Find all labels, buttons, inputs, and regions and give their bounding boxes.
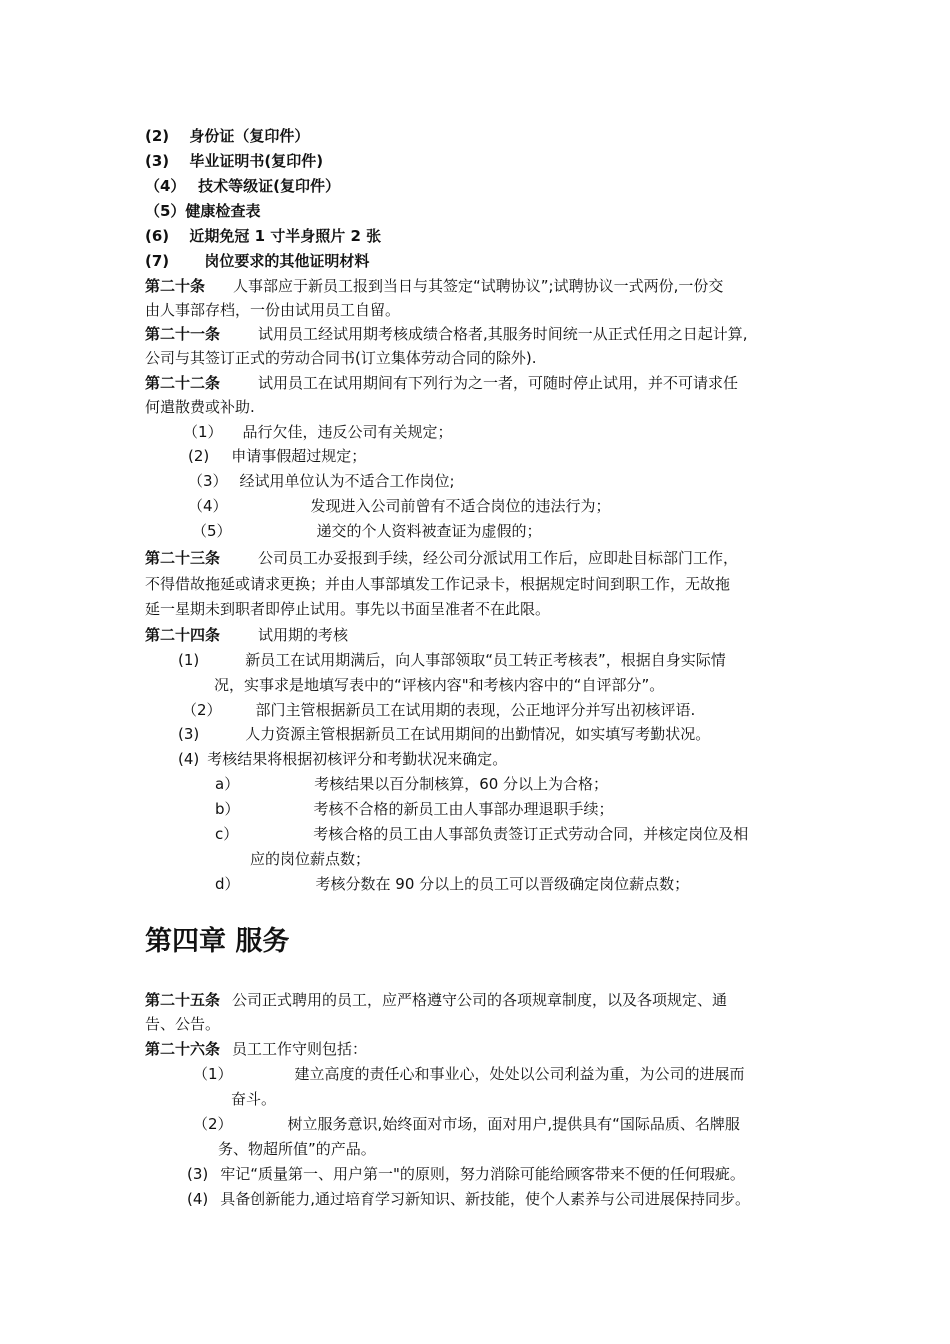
article-25-cont: 告、公告。 bbox=[145, 1015, 221, 1033]
article-label: 第二十二条 bbox=[145, 374, 221, 392]
article-21-cont: 公司与其签订正式的劳动合同书(订立集体劳动合同的除外). bbox=[145, 349, 537, 367]
list-item-cont: 奋斗。 bbox=[231, 1090, 277, 1108]
list-item bbox=[178, 747, 507, 771]
list-text: 递交的个人资料被查证为虚假的； bbox=[316, 522, 542, 540]
sub-text: 考核合格的员工由人事部负责签订正式劳动合同，并核定岗位及相 bbox=[313, 825, 749, 843]
article-text: 试用员工经试用期考核成绩合格者,其服务时间统一从正式任用之日起计算, bbox=[258, 325, 748, 343]
list-item bbox=[193, 1112, 740, 1136]
list-item-cont: 况，实事求是地填写表中的“评核内容"和考核内容中的“自评部分”。 bbox=[214, 676, 665, 694]
list-number: (3) bbox=[178, 725, 200, 743]
list-number: (2) bbox=[188, 447, 210, 465]
article-label: 第二十五条 bbox=[145, 991, 221, 1009]
list-number: (1) bbox=[178, 651, 200, 669]
doc-item-6: (6) 近期免冠 1 寸半身照片 2 张 bbox=[145, 227, 382, 245]
list-text: 申请事假超过规定； bbox=[231, 447, 367, 465]
list-text: 经试用单位认为不适合工作岗位; bbox=[239, 472, 455, 490]
list-number: (4) bbox=[178, 750, 200, 768]
sub-item bbox=[215, 797, 614, 821]
article-label: 第二十三条 bbox=[145, 549, 221, 567]
sub-item-cont: 应的岗位薪点数； bbox=[250, 850, 371, 868]
list-item bbox=[183, 420, 453, 444]
list-item bbox=[188, 494, 611, 518]
list-text: 牢记“质量第一、用户第一"的原则，努力消除可能给顾客带来不便的任何瑕疵。 bbox=[220, 1165, 745, 1183]
article-label: 第二十四条 bbox=[145, 626, 221, 644]
doc-item-5: （5）健康检查表 bbox=[145, 202, 261, 220]
article-label: 第二十六条 bbox=[145, 1040, 221, 1058]
article-23-cont: 延一星期未到职者即停止试用。事先以书面呈准者不在此限。 bbox=[145, 600, 551, 618]
list-text: 人力资源主管根据新员工在试用期间的出勤情况，如实填写考勤状况。 bbox=[245, 725, 711, 743]
chapter-heading: 第四章 服务 bbox=[145, 926, 290, 957]
doc-item-3: (3) 毕业证明书(复印件) bbox=[145, 152, 324, 170]
article-text: 公司员工办妥报到手续，经公司分派试用工作后，应即赴目标部门工作， bbox=[258, 549, 739, 567]
article-20 bbox=[145, 274, 723, 298]
list-number: （1） bbox=[193, 1065, 233, 1083]
list-text: 树立服务意识,始终面对市场，面对用户,提供具有“国际品质、名牌服 bbox=[287, 1115, 740, 1133]
article-label: 第二十条 bbox=[145, 277, 206, 295]
sub-letter: b） bbox=[215, 800, 240, 818]
list-item-cont: 务、物超所值”的产品。 bbox=[218, 1140, 376, 1158]
article-label: 第二十一条 bbox=[145, 325, 221, 343]
list-text: 部门主管根据新员工在试用期的表现，公正地评分并写出初核评语. bbox=[255, 701, 696, 719]
article-text: 员工工作守则包括： bbox=[232, 1040, 368, 1058]
list-text: 发现进入公司前曾有不适合岗位的违法行为； bbox=[310, 497, 611, 515]
article-text: 人事部应于新员工报到当日与其签定“试聘协议”;试聘协议一式两份,一份交 bbox=[233, 277, 724, 295]
article-24 bbox=[145, 623, 348, 647]
sub-letter: a） bbox=[215, 775, 240, 793]
list-text: 具备创新能力,通过培育学习新知识、新技能，使个人素养与公司进展保持同步。 bbox=[220, 1190, 751, 1208]
article-20-cont: 由人事部存档，一份由试用员工自留。 bbox=[145, 301, 401, 319]
article-22-cont: 何遣散费或补助. bbox=[145, 398, 255, 416]
sub-letter: c） bbox=[215, 825, 239, 843]
article-23-cont: 不得借故拖延或请求更换；并由人事部填发工作记录卡，根据规定时间到职工作，无故拖 bbox=[145, 575, 731, 593]
list-text: 建立高度的责任心和事业心，处处以公司利益为重，为公司的进展而 bbox=[294, 1065, 745, 1083]
sub-letter: d） bbox=[215, 875, 240, 893]
article-text: 试用员工在试用期间有下列行为之一者，可随时停止试用，并不可请求任 bbox=[258, 374, 739, 392]
sub-text: 考核结果以百分制核算，60 分以上为合格； bbox=[314, 775, 609, 793]
list-item bbox=[188, 444, 366, 468]
sub-text: 考核不合格的新员工由人事部办理退职手续； bbox=[313, 800, 614, 818]
doc-item-2: (2) 身份证（复印件） bbox=[145, 127, 310, 145]
sub-item bbox=[215, 822, 748, 846]
list-item bbox=[187, 1187, 750, 1211]
article-26 bbox=[145, 1037, 367, 1061]
sub-text: 考核分数在 90 分以上的员工可以晋级确定岗位薪点数； bbox=[315, 875, 690, 893]
doc-item-7: (7) 岗位要求的其他证明材料 bbox=[145, 252, 370, 270]
list-text: 新员工在试用期满后，向人事部领取“员工转正考核表”，根据自身实际情 bbox=[245, 651, 726, 669]
list-number: (4) bbox=[187, 1190, 209, 1208]
list-item bbox=[182, 698, 695, 722]
article-25 bbox=[145, 988, 727, 1012]
list-item bbox=[187, 1162, 745, 1186]
article-22 bbox=[145, 371, 738, 395]
list-number: （3） bbox=[188, 472, 228, 490]
list-item bbox=[178, 648, 726, 672]
sub-item bbox=[215, 872, 689, 896]
list-number: （5） bbox=[192, 522, 232, 540]
list-text: 考核结果将根据初核评分和考勤状况来确定。 bbox=[207, 750, 508, 768]
list-number: （2） bbox=[193, 1115, 233, 1133]
article-text: 公司正式聘用的员工，应严格遵守公司的各项规章制度，以及各项规定、通 bbox=[232, 991, 728, 1009]
list-item bbox=[178, 722, 710, 746]
list-item bbox=[192, 519, 542, 543]
article-text: 试用期的考核 bbox=[258, 626, 349, 644]
list-number: （2） bbox=[182, 701, 222, 719]
sub-item bbox=[215, 772, 608, 796]
list-item bbox=[193, 1062, 745, 1086]
article-21 bbox=[145, 322, 748, 346]
doc-item-4: （4） 技术等级证(复印件） bbox=[145, 177, 341, 195]
list-number: (3) bbox=[187, 1165, 209, 1183]
list-number: （4） bbox=[188, 497, 228, 515]
list-item bbox=[188, 469, 455, 493]
list-number: （1） bbox=[183, 423, 223, 441]
list-text: 品行欠佳，违反公司有关规定； bbox=[242, 423, 453, 441]
article-23 bbox=[145, 546, 738, 570]
